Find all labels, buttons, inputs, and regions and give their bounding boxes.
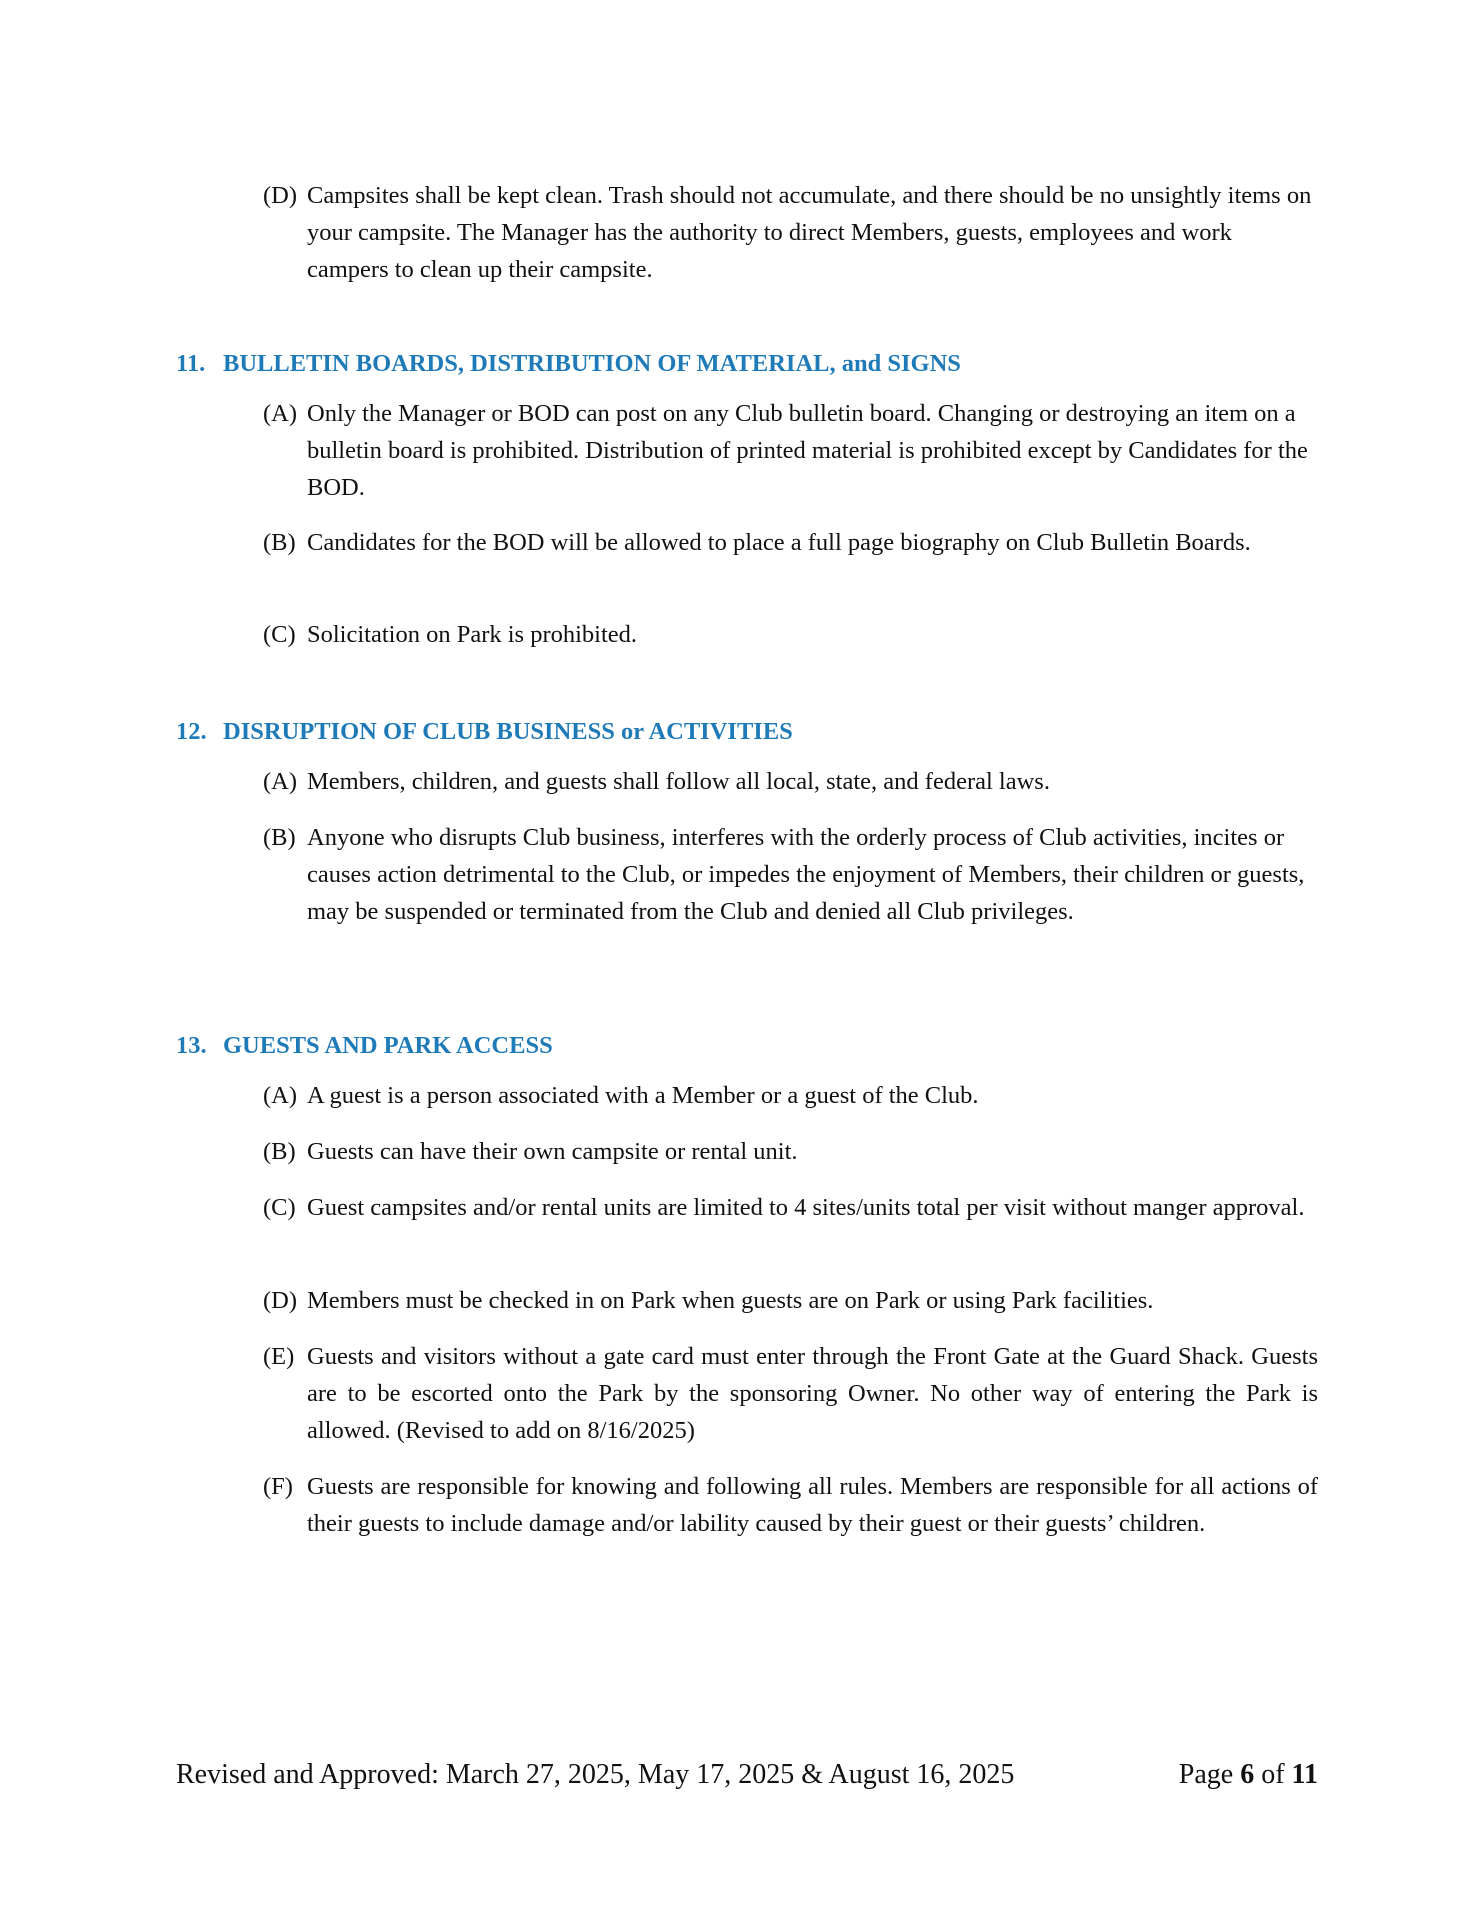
item-text: Guests are responsible for knowing and following all rules. Members are responsible for all actions of their guests to include damage and/or lability caused by their guest or their guests’ children.: [307, 1473, 1318, 1537]
item-text: Campsites shall be kept clean. Trash should not accumulate, and there should be no unsightly items on your campsite. The Manager has the authority to direct Members, guests, employees and work campers to clean up their campsite.: [307, 182, 1312, 283]
section-number: 11.: [176, 350, 206, 377]
list-item: [263, 395, 1318, 506]
list-item: [263, 177, 1318, 288]
section-title: GUESTS AND PARK ACCESS: [223, 1032, 553, 1059]
item-text: A guest is a person associated with a Member or a guest of the Club.: [307, 1082, 979, 1109]
list-item: [263, 1282, 1318, 1319]
item-label: (B): [263, 824, 296, 851]
list-item: [263, 763, 1318, 800]
item-text: Anyone who disrupts Club business, interferes with the orderly process of Club activities, incites or causes action detrimental to the Club, or impedes the enjoyment of Members, their children or guests, may be suspended or terminated from the Club and denied all Club privileges.: [307, 824, 1305, 925]
list-item: [263, 1133, 1318, 1170]
section-heading-12: [176, 713, 793, 750]
section-heading-13: [176, 1027, 553, 1064]
item-text: Guest campsites and/or rental units are limited to 4 sites/units total per visit without manger approval.: [307, 1194, 1305, 1221]
list-item: [263, 1189, 1318, 1226]
item-label: (A): [263, 1082, 298, 1109]
item-text: Solicitation on Park is prohibited.: [307, 621, 638, 648]
page-total: 11: [1291, 1759, 1318, 1790]
item-text: Members must be checked in on Park when guests are on Park or using Park facilities.: [307, 1287, 1154, 1314]
item-text: Candidates for the BOD will be allowed to place a full page biography on Club Bulletin Boards.: [307, 529, 1251, 556]
item-label: (D): [263, 182, 298, 209]
item-text: Members, children, and guests shall follow all local, state, and federal laws.: [307, 768, 1050, 795]
list-item: [263, 1468, 1318, 1542]
item-label: (B): [263, 529, 296, 556]
item-text: Guests can have their own campsite or rental unit.: [307, 1138, 798, 1165]
item-label: (C): [263, 1194, 296, 1221]
item-label: (E): [263, 1343, 295, 1370]
item-text: Guests and visitors without a gate card must enter through the Front Gate at the Guard Shack. Guests are to be escorted onto the Park by the sponsoring Owner. No other way of entering the Park is allowed. (Revised to add on 8/16/2025): [307, 1343, 1318, 1444]
item-label: (A): [263, 768, 298, 795]
page-number: [1179, 1756, 1318, 1794]
page-current: 6: [1240, 1759, 1255, 1790]
of-word: of: [1261, 1759, 1285, 1790]
item-text: Only the Manager or BOD can post on any Club bulletin board. Changing or destroying an item on a bulletin board is prohibited. Distribution of printed material is prohibited except by Candidates for the BOD.: [307, 400, 1308, 501]
item-label: (A): [263, 400, 298, 427]
list-item: [263, 1077, 1318, 1114]
section-heading-11: [176, 345, 961, 382]
page-word: Page: [1178, 1759, 1234, 1790]
revision-note: Revised and Approved: March 27, 2025, May 17, 2025 & August 16, 2025: [176, 1759, 1015, 1790]
list-item: [263, 616, 1318, 653]
item-label: (C): [263, 621, 296, 648]
list-item: [263, 524, 1318, 561]
item-label: (F): [263, 1473, 293, 1500]
list-item: [263, 1338, 1318, 1449]
section-title: BULLETIN BOARDS, DISTRIBUTION OF MATERIAL, and SIGNS: [223, 350, 961, 377]
list-item: [263, 819, 1318, 930]
item-label: (B): [263, 1138, 296, 1165]
item-label: (D): [263, 1287, 298, 1314]
section-title: DISRUPTION OF CLUB BUSINESS or ACTIVITIES: [223, 718, 793, 745]
section-number: 13.: [176, 1032, 207, 1059]
section-number: 12.: [176, 718, 207, 745]
